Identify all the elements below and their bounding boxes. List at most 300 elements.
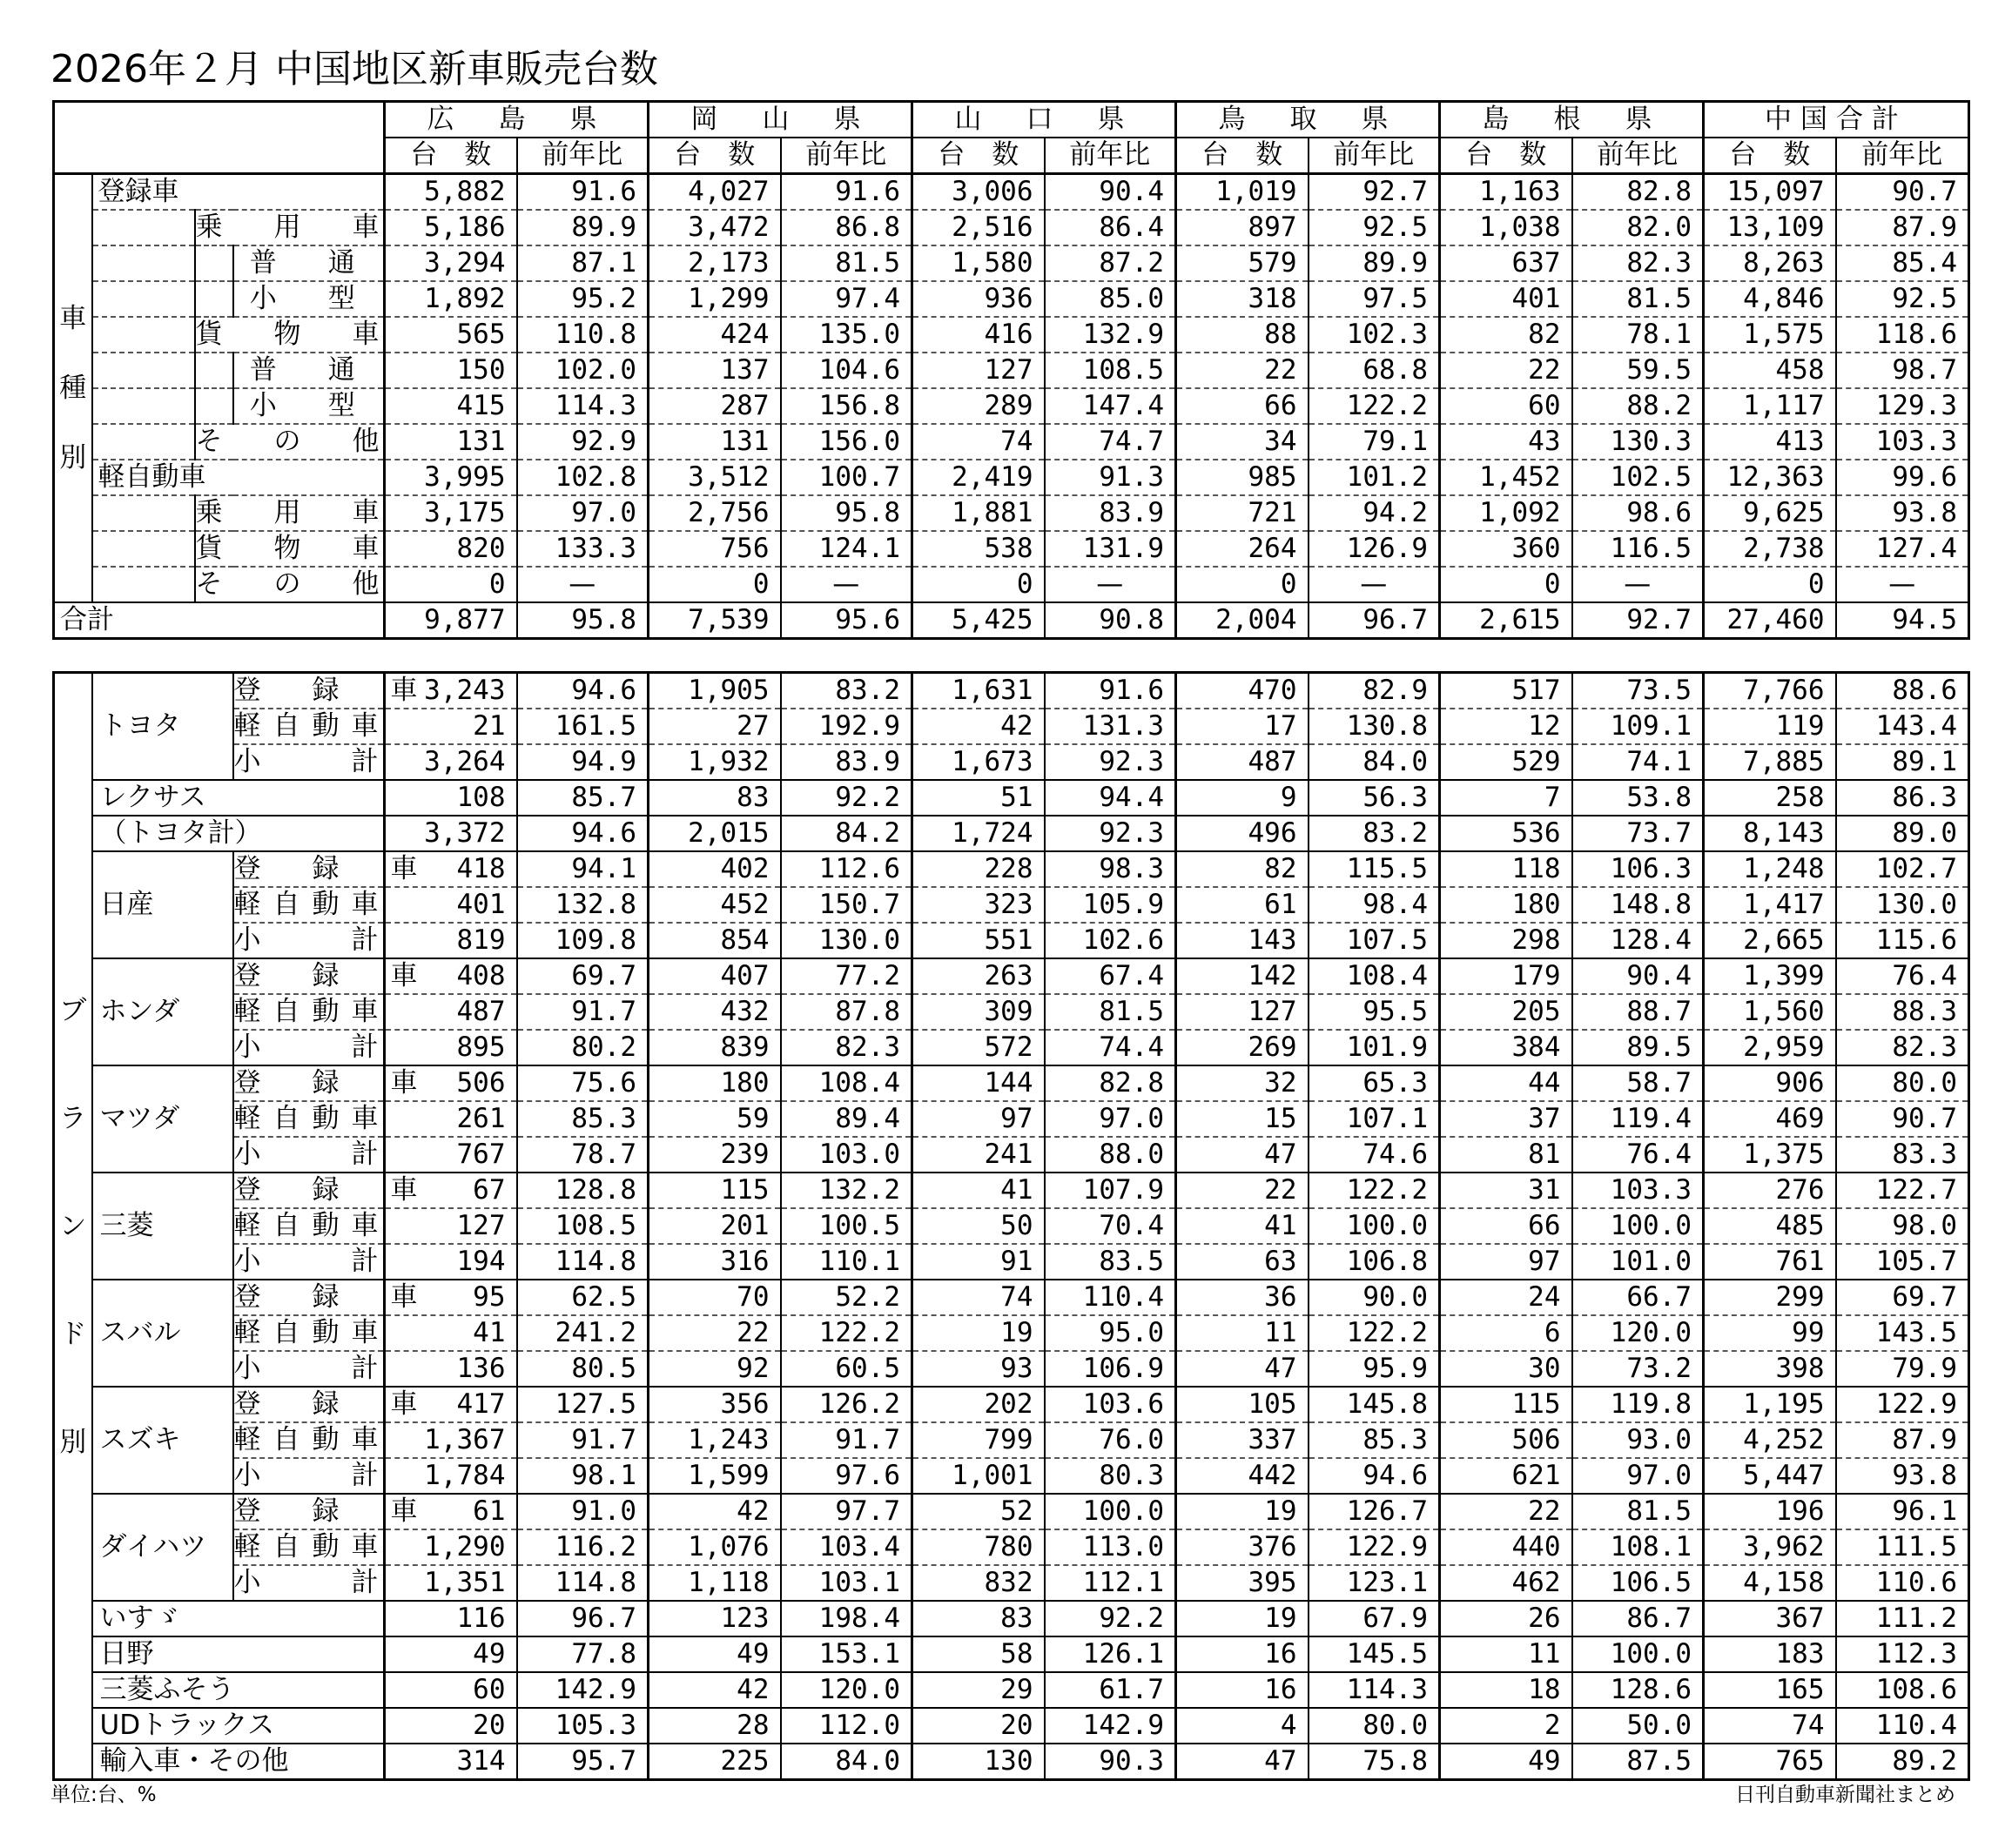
units-cell: 20 (912, 1708, 1045, 1744)
ratio-cell: 80.2 (517, 1030, 649, 1065)
units-cell: 3,372 (385, 816, 517, 851)
ratio-cell: 108.4 (1309, 958, 1440, 994)
units-header: 台 数 (912, 138, 1045, 174)
ratio-cell: 90.7 (1836, 1101, 1969, 1137)
units-cell: 1,784 (385, 1458, 517, 1494)
units-cell: 579 (1176, 245, 1309, 281)
units-cell: 131 (385, 424, 517, 460)
table-row (54, 1529, 1969, 1565)
units-cell: 551 (912, 923, 1045, 958)
ratio-cell: 114.3 (517, 388, 649, 424)
sub-label: 軽自動車 (233, 994, 385, 1030)
units-cell: 83 (649, 780, 781, 816)
ratio-cell: 81.5 (1572, 281, 1704, 317)
units-cell: 201 (649, 1208, 781, 1244)
brand-name: トヨタ (92, 673, 233, 781)
table-row (54, 1458, 1969, 1494)
units-cell: 269 (1176, 1030, 1309, 1065)
brand-name: 日産 (92, 851, 233, 958)
indent-cell (195, 281, 233, 317)
table-row (54, 1744, 1969, 1780)
ratio-cell: 93.8 (1836, 495, 1969, 531)
units-cell: 765 (1704, 1744, 1836, 1780)
indent-cell (92, 353, 195, 388)
table-row (54, 460, 1969, 495)
ratio-header: 前年比 (1045, 138, 1176, 174)
ratio-cell: 59.5 (1572, 353, 1704, 388)
table-row (54, 424, 1969, 460)
ratio-cell: 110.6 (1836, 1565, 1969, 1601)
sub-label: 登 録 車 (233, 851, 385, 887)
ratio-cell: 94.5 (1836, 602, 1969, 639)
brand-name: 輸入車・その他 (92, 1744, 385, 1780)
units-header: 台 数 (1704, 138, 1836, 174)
ratio-cell: 94.1 (517, 851, 649, 887)
units-cell: 767 (385, 1137, 517, 1173)
ratio-cell: 80.0 (1309, 1708, 1440, 1744)
indent-cell (92, 210, 195, 245)
ratio-cell: 60.5 (781, 1351, 912, 1387)
ratio-cell: 95.7 (517, 1744, 649, 1780)
units-cell: 49 (649, 1636, 781, 1672)
units-cell: 2,738 (1704, 531, 1836, 567)
units-cell: 143 (1176, 923, 1309, 958)
units-cell: 261 (385, 1101, 517, 1137)
units-cell: 74 (912, 1280, 1045, 1315)
ratio-cell: 84.0 (1309, 744, 1440, 780)
ratio-cell: 87.1 (517, 245, 649, 281)
units-cell: 1,092 (1440, 495, 1572, 531)
row-label: 普 通 (233, 353, 385, 388)
ratio-cell: 89.4 (781, 1101, 912, 1137)
units-cell: 756 (649, 531, 781, 567)
sub-label: 登 録 車 (233, 1065, 385, 1101)
units-cell: 95 (385, 1280, 517, 1315)
ratio-cell: 97.6 (781, 1458, 912, 1494)
ratio-cell: 95.9 (1309, 1351, 1440, 1387)
units-cell: 3,243 (385, 673, 517, 709)
units-cell: 22 (1176, 1173, 1309, 1208)
units-cell: 16 (1176, 1636, 1309, 1672)
units-cell: 239 (649, 1137, 781, 1173)
ratio-cell: 82.9 (1309, 673, 1440, 709)
ratio-cell: 76.4 (1836, 958, 1969, 994)
ratio-cell: 85.7 (517, 780, 649, 816)
units-cell: 442 (1176, 1458, 1309, 1494)
units-cell: 487 (385, 994, 517, 1030)
row-label: 貨 物 車 (195, 531, 385, 567)
ratio-cell: 130.0 (781, 923, 912, 958)
ratio-cell: 86.8 (781, 210, 912, 245)
prefecture-header: 島 根 県 (1440, 102, 1704, 138)
row-label: そ の 他 (195, 424, 385, 460)
units-cell: 105 (1176, 1387, 1309, 1422)
sub-label: 登 録 車 (233, 1387, 385, 1422)
ratio-cell: 73.5 (1572, 673, 1704, 709)
ratio-cell: 103.1 (781, 1565, 912, 1601)
units-cell: 565 (385, 317, 517, 353)
brand-name: いすゞ (92, 1601, 385, 1636)
ratio-cell: 91.3 (1045, 460, 1176, 495)
ratio-cell: 77.2 (781, 958, 912, 994)
units-cell: 487 (1176, 744, 1309, 780)
ratio-cell: 114.3 (1309, 1672, 1440, 1708)
ratio-cell: 73.2 (1572, 1351, 1704, 1387)
units-cell: 462 (1440, 1565, 1572, 1601)
ratio-cell: 147.4 (1045, 388, 1176, 424)
units-cell: 6 (1440, 1315, 1572, 1351)
ratio-cell: — (1572, 567, 1704, 602)
units-cell: 180 (649, 1065, 781, 1101)
units-cell: 318 (1176, 281, 1309, 317)
table-row (54, 1244, 1969, 1280)
ratio-cell: 106.3 (1572, 851, 1704, 887)
units-cell: 116 (385, 1601, 517, 1636)
ratio-cell: 145.8 (1309, 1387, 1440, 1422)
ratio-cell: 100.0 (1309, 1208, 1440, 1244)
ratio-cell: 107.9 (1045, 1173, 1176, 1208)
ratio-cell: 100.0 (1045, 1494, 1176, 1529)
units-cell: 276 (1704, 1173, 1836, 1208)
units-cell: 34 (1176, 424, 1309, 460)
brand-name: UDトラックス (92, 1708, 385, 1744)
ratio-cell: 161.5 (517, 709, 649, 744)
ratio-cell: 86.7 (1572, 1601, 1704, 1636)
units-cell: 470 (1176, 673, 1309, 709)
units-cell: 7 (1440, 780, 1572, 816)
ratio-cell: 87.5 (1572, 1744, 1704, 1780)
sub-label: 軽自動車 (233, 1422, 385, 1458)
units-cell: 127 (1176, 994, 1309, 1030)
units-cell: 47 (1176, 1744, 1309, 1780)
units-cell: 1,560 (1704, 994, 1836, 1030)
units-cell: 264 (1176, 531, 1309, 567)
units-cell: 309 (912, 994, 1045, 1030)
table-row (54, 1137, 1969, 1173)
ratio-cell: 123.1 (1309, 1565, 1440, 1601)
ratio-cell: 94.9 (517, 744, 649, 780)
ratio-cell: 98.0 (1836, 1208, 1969, 1244)
units-cell: 780 (912, 1529, 1045, 1565)
ratio-cell: 52.2 (781, 1280, 912, 1315)
ratio-cell: 132.8 (517, 887, 649, 923)
ratio-cell: 73.7 (1572, 816, 1704, 851)
ratio-cell: 122.7 (1836, 1173, 1969, 1208)
ratio-cell: 130.3 (1572, 424, 1704, 460)
sub-label: 小 計 (233, 744, 385, 780)
units-cell: 91 (912, 1244, 1045, 1280)
header-blank (54, 102, 385, 174)
ratio-cell: 116.5 (1572, 531, 1704, 567)
ratio-cell: 113.0 (1045, 1529, 1176, 1565)
units-cell: 9 (1176, 780, 1309, 816)
ratio-cell: 96.1 (1836, 1494, 1969, 1529)
ratio-cell: 69.7 (1836, 1280, 1969, 1315)
ratio-cell: 92.2 (1045, 1601, 1176, 1636)
ratio-cell: 100.0 (1572, 1208, 1704, 1244)
ratio-cell: 119.8 (1572, 1387, 1704, 1422)
units-cell: 8,263 (1704, 245, 1836, 281)
sub-label: 小 計 (233, 1351, 385, 1387)
table-row (54, 567, 1969, 602)
units-cell: 205 (1440, 994, 1572, 1030)
ratio-cell: 85.3 (1309, 1422, 1440, 1458)
table-row (54, 245, 1969, 281)
ratio-cell: 112.0 (781, 1708, 912, 1744)
row-label: そ の 他 (195, 567, 385, 602)
ratio-cell: 92.7 (1309, 174, 1440, 211)
units-cell: 3,006 (912, 174, 1045, 211)
ratio-cell: 56.3 (1309, 780, 1440, 816)
sub-label: 小 計 (233, 1458, 385, 1494)
ratio-cell: 74.1 (1572, 744, 1704, 780)
units-cell: 356 (649, 1387, 781, 1422)
units-cell: 136 (385, 1351, 517, 1387)
units-cell: 572 (912, 1030, 1045, 1065)
ratio-cell: 74.6 (1309, 1137, 1440, 1173)
ratio-cell: 112.3 (1836, 1636, 1969, 1672)
units-cell: 47 (1176, 1137, 1309, 1173)
ratio-cell: 88.2 (1572, 388, 1704, 424)
units-header: 台 数 (1176, 138, 1309, 174)
units-cell: 1,452 (1440, 460, 1572, 495)
ratio-cell: 83.2 (781, 673, 912, 709)
ratio-cell: 91.7 (781, 1422, 912, 1458)
sub-label: 登 録 車 (233, 1494, 385, 1529)
ratio-cell: — (1309, 567, 1440, 602)
units-cell: 3,264 (385, 744, 517, 780)
ratio-cell: 81.5 (781, 245, 912, 281)
units-cell: 83 (912, 1601, 1045, 1636)
units-cell: 59 (649, 1101, 781, 1137)
ratio-cell: 81.5 (1572, 1494, 1704, 1529)
table-row (54, 1387, 1969, 1422)
units-cell: 119 (1704, 709, 1836, 744)
ratio-cell: 80.0 (1836, 1065, 1969, 1101)
ratio-cell: 83.9 (1045, 495, 1176, 531)
section-label-char: ラ (59, 1102, 87, 1134)
table-row (54, 1494, 1969, 1529)
table-row (54, 1208, 1969, 1244)
ratio-cell: 106.9 (1045, 1351, 1176, 1387)
ratio-cell: 126.2 (781, 1387, 912, 1422)
ratio-cell: 122.2 (1309, 1173, 1440, 1208)
units-cell: 2,665 (1704, 923, 1836, 958)
units-cell: 20 (385, 1708, 517, 1744)
page-title: 2026年２月 中国地区新車販売台数 (50, 47, 658, 91)
units-cell: 115 (1440, 1387, 1572, 1422)
brand-name: （トヨタ計） (92, 816, 385, 851)
vehicle-type-table (52, 100, 1970, 640)
ratio-cell: 83.5 (1045, 1244, 1176, 1280)
ratio-cell: 90.4 (1572, 958, 1704, 994)
ratio-cell: 95.8 (517, 602, 649, 639)
ratio-cell: 83.3 (1836, 1137, 1969, 1173)
units-cell: 22 (1176, 353, 1309, 388)
units-cell: 127 (912, 353, 1045, 388)
ratio-cell: 97.0 (1045, 1101, 1176, 1137)
prefecture-header: 鳥 取 県 (1176, 102, 1440, 138)
ratio-cell: 143.5 (1836, 1315, 1969, 1351)
ratio-cell: 50.0 (1572, 1708, 1704, 1744)
units-cell: 5,882 (385, 174, 517, 211)
units-cell: 985 (1176, 460, 1309, 495)
ratio-cell: 120.0 (781, 1672, 912, 1708)
units-cell: 32 (1176, 1065, 1309, 1101)
units-cell: 2,516 (912, 210, 1045, 245)
ratio-cell: 103.4 (781, 1529, 912, 1565)
table-row (54, 887, 1969, 923)
ratio-cell: 108.5 (517, 1208, 649, 1244)
ratio-cell: 65.3 (1309, 1065, 1440, 1101)
ratio-cell: 95.5 (1309, 994, 1440, 1030)
units-cell: 401 (1440, 281, 1572, 317)
ratio-cell: 100.0 (1572, 1636, 1704, 1672)
ratio-cell: 91.7 (517, 1422, 649, 1458)
row-label: 普 通 (233, 245, 385, 281)
units-cell: 721 (1176, 495, 1309, 531)
ratio-cell: — (781, 567, 912, 602)
table-row (54, 780, 1969, 816)
units-cell: 1,195 (1704, 1387, 1836, 1422)
units-cell: 2,173 (649, 245, 781, 281)
indent-cell (92, 388, 195, 424)
units-cell: 51 (912, 780, 1045, 816)
ratio-cell: 128.6 (1572, 1672, 1704, 1708)
ratio-cell: 107.1 (1309, 1101, 1440, 1137)
ratio-cell: 89.2 (1836, 1744, 1969, 1780)
table-row (54, 1636, 1969, 1672)
ratio-cell: 118.6 (1836, 317, 1969, 353)
ratio-cell: 95.8 (781, 495, 912, 531)
ratio-cell: 142.9 (1045, 1708, 1176, 1744)
units-cell: 19 (912, 1315, 1045, 1351)
units-cell: 1,631 (912, 673, 1045, 709)
units-cell: 180 (1440, 887, 1572, 923)
ratio-cell: 126.1 (1045, 1636, 1176, 1672)
units-cell: 21 (385, 709, 517, 744)
units-cell: 4,027 (649, 174, 781, 211)
table-row (54, 531, 1969, 567)
brand-table (52, 671, 1970, 1781)
units-cell: 258 (1704, 780, 1836, 816)
units-cell: 22 (1440, 353, 1572, 388)
ratio-cell: 110.8 (517, 317, 649, 353)
ratio-header: 前年比 (517, 138, 649, 174)
ratio-cell: 128.8 (517, 1173, 649, 1208)
ratio-cell: 87.9 (1836, 210, 1969, 245)
section-label-char: 別 (59, 1426, 87, 1458)
units-cell: 31 (1440, 1173, 1572, 1208)
ratio-cell: 103.0 (781, 1137, 912, 1173)
ratio-cell: 119.4 (1572, 1101, 1704, 1137)
units-cell: 2,419 (912, 460, 1045, 495)
ratio-cell: 135.0 (781, 317, 912, 353)
section-label-char: 種 (59, 373, 87, 404)
row-label: 登録車 (92, 174, 385, 211)
ratio-cell: 78.7 (517, 1137, 649, 1173)
sub-label: 軽自動車 (233, 1101, 385, 1137)
units-cell: 384 (1440, 1030, 1572, 1065)
table-row (54, 744, 1969, 780)
ratio-cell: 81.5 (1045, 994, 1176, 1030)
row-label: 合計 (54, 602, 385, 639)
ratio-cell: 82.3 (1572, 245, 1704, 281)
ratio-cell: 124.1 (781, 531, 912, 567)
units-cell: 1,575 (1704, 317, 1836, 353)
ratio-cell: 76.0 (1045, 1422, 1176, 1458)
ratio-cell: 103.3 (1572, 1173, 1704, 1208)
units-cell: 60 (1440, 388, 1572, 424)
units-cell: 15 (1176, 1101, 1309, 1137)
units-cell: 1,248 (1704, 851, 1836, 887)
indent-cell (92, 245, 195, 281)
units-cell: 42 (649, 1672, 781, 1708)
brand-name: スズキ (92, 1387, 233, 1494)
ratio-cell: 67.4 (1045, 958, 1176, 994)
units-cell: 179 (1440, 958, 1572, 994)
units-cell: 47 (1176, 1351, 1309, 1387)
ratio-cell: 82.0 (1572, 210, 1704, 245)
section-label-char: ブ (59, 994, 87, 1026)
units-cell: 130 (912, 1744, 1045, 1780)
ratio-cell: 91.7 (517, 994, 649, 1030)
units-cell: 458 (1704, 353, 1836, 388)
units-cell: 367 (1704, 1601, 1836, 1636)
units-cell: 0 (1704, 567, 1836, 602)
units-cell: 82 (1176, 851, 1309, 887)
units-cell: 1,673 (912, 744, 1045, 780)
units-cell: 8,143 (1704, 816, 1836, 851)
sub-label: 軽自動車 (233, 1529, 385, 1565)
ratio-cell: 92.5 (1309, 210, 1440, 245)
units-cell: 41 (1176, 1208, 1309, 1244)
ratio-cell: 90.4 (1045, 174, 1176, 211)
ratio-cell: 75.6 (517, 1065, 649, 1101)
units-cell: 1,038 (1440, 210, 1572, 245)
units-cell: 895 (385, 1030, 517, 1065)
units-cell: 99 (1704, 1315, 1836, 1351)
ratio-cell: 112.1 (1045, 1565, 1176, 1601)
ratio-cell: 87.9 (1836, 1422, 1969, 1458)
units-cell: 298 (1440, 923, 1572, 958)
ratio-cell: 80.3 (1045, 1458, 1176, 1494)
ratio-cell: 114.8 (517, 1244, 649, 1280)
units-cell: 7,539 (649, 602, 781, 639)
units-cell: 202 (912, 1387, 1045, 1422)
ratio-cell: 87.8 (781, 994, 912, 1030)
units-cell: 194 (385, 1244, 517, 1280)
units-cell: 29 (912, 1672, 1045, 1708)
ratio-cell: 127.4 (1836, 531, 1969, 567)
ratio-cell: 58.7 (1572, 1065, 1704, 1101)
units-cell: 19 (1176, 1601, 1309, 1636)
units-cell: 413 (1704, 424, 1836, 460)
units-cell: 142 (1176, 958, 1309, 994)
row-label: 乗 用 車 (195, 495, 385, 531)
ratio-cell: 111.5 (1836, 1529, 1969, 1565)
units-cell: 13,109 (1704, 210, 1836, 245)
ratio-cell: 92.3 (1045, 816, 1176, 851)
units-cell: 517 (1440, 673, 1572, 709)
units-cell: 1,243 (649, 1422, 781, 1458)
section-label-char: ン (59, 1210, 87, 1242)
prefecture-header: 中国合計 (1704, 102, 1969, 138)
ratio-cell: 130.0 (1836, 887, 1969, 923)
units-cell: 819 (385, 923, 517, 958)
units-cell: 17 (1176, 709, 1309, 744)
ratio-cell: 105.3 (517, 1708, 649, 1744)
